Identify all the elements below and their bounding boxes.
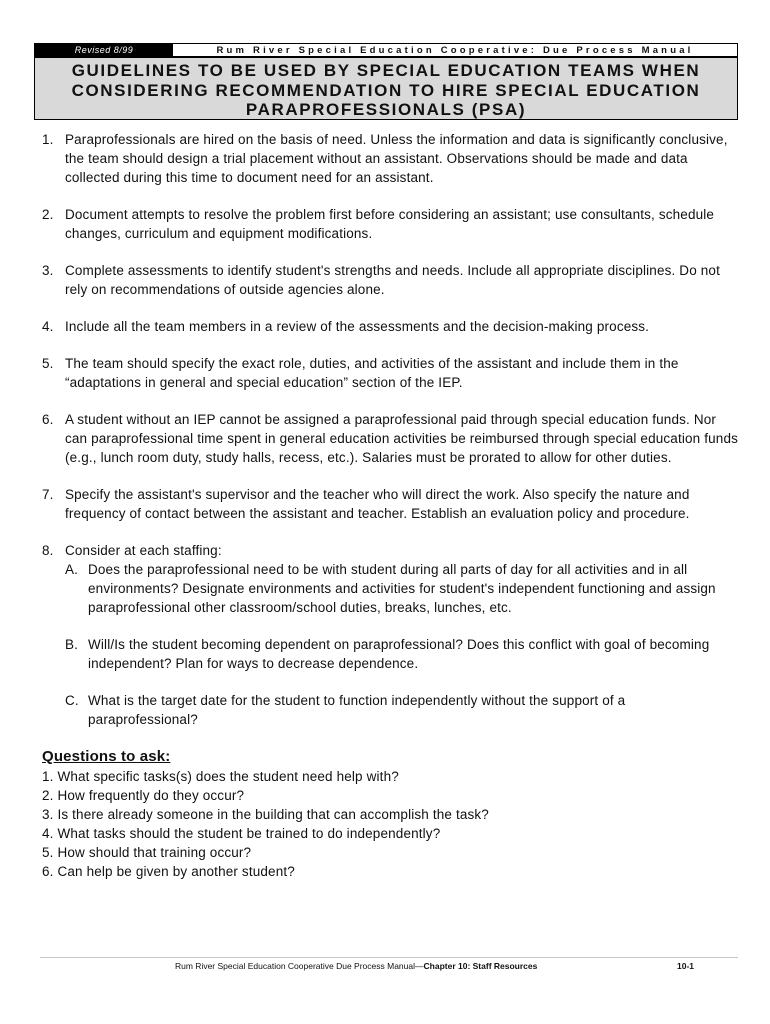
footer-manual: Rum River Special Education Cooperative Due Process Manual— (175, 961, 424, 971)
list-item (42, 354, 738, 392)
item-number: 7. (42, 487, 54, 502)
title-line-1: GUIDELINES TO BE USED BY SPECIAL EDUCATION TEAMS WHEN (71, 61, 701, 80)
item-number: 1. (42, 132, 54, 147)
sub-item (65, 635, 738, 673)
manual-title: Rum River Special Education Cooperative: Due Process Manual (216, 44, 694, 56)
item-number: 2. (42, 207, 54, 222)
item-number: 8. (42, 543, 54, 558)
list-item (42, 130, 738, 187)
item-text: Document attempts to resolve the problem first before considering an assistant; use consultants, schedule changes, curriculum and equipment modifications. (65, 207, 715, 241)
item-number: 5. (42, 356, 54, 371)
list-item (42, 205, 738, 243)
list-item (42, 541, 738, 729)
item-8-intro: Consider at each staffing: (65, 543, 222, 558)
item-number: 3. (42, 263, 54, 278)
sub-item-letter: B. (65, 637, 79, 652)
page-footer (40, 957, 738, 972)
guidelines-list (42, 130, 738, 881)
question-item: 6. Can help be given by another student? (42, 864, 295, 879)
questions-heading: Questions to ask: (42, 748, 171, 765)
question-item: 2. How frequently do they occur? (42, 788, 245, 803)
title-line-3: PARAPROFESSIONALS (PSA) (245, 100, 527, 119)
item-number: 6. (42, 412, 54, 427)
title-line-2: CONSIDERING RECOMMENDATION TO HIRE SPECIAL EDUCATION (71, 80, 701, 100)
footer-text (175, 961, 537, 971)
item-text: The team should specify the exact role, duties, and activities of the assistant and include them in the “adaptations in general and special education” section of the IEP. (65, 356, 679, 390)
item-text: Include all the team members in a review of the assessments and the decision-making process. (65, 319, 650, 334)
revised-date: Revised 8/99 (35, 44, 173, 56)
sub-item-text: Will/Is the student becoming dependent on paraprofessional? Does this conflict with goal of becoming independent? Plan for ways to decrease dependence. (88, 637, 710, 671)
question-item: 5. How should that training occur? (42, 845, 252, 860)
item-text: Specify the assistant's supervisor and the teacher who will direct the work. Also specify the nature and frequency of contact between the assistant and teacher. Establish an evaluation policy and procedure. (65, 487, 690, 521)
item-text (65, 541, 738, 729)
sub-item-text: Does the paraprofessional need to be with student during all parts of day for all activities and in all environments? Designate environments and activities for student's independent functioning and assign paraprofessional other classroom/school duties, breaks, lunches, etc. (88, 562, 716, 615)
sub-item (65, 560, 738, 617)
question-item: 1. What specific tasks(s) does the student need help with? (42, 769, 399, 784)
item-text: Paraprofessionals are hired on the basis of need. Unless the information and data is significantly conclusive, the team should design a trial placement without an assistant. Observations should be made and data collected during this time to document need for an assistant. (65, 132, 728, 185)
list-item (42, 485, 738, 523)
header-bar (34, 43, 738, 57)
list-item (42, 261, 738, 299)
question-item: 4. What tasks should the student be trained to do independently? (42, 826, 441, 841)
sub-item (65, 691, 738, 729)
item-text: A student without an IEP cannot be assigned a paraprofessional paid through special education funds. Nor can paraprofessional time spent in general education activities be reimbursed through special education funds (e.g., lunch room duty, study halls, recess, etc.). Salaries must be prorated to allow for other duties. (65, 412, 738, 465)
question-item: 3. Is there already someone in the building that can accomplish the task? (42, 807, 489, 822)
item-text: Complete assessments to identify student's strengths and needs. Include all appropriate disciplines. Do not rely on recommendations of outside agencies alone. (65, 263, 720, 297)
item-number: 4. (42, 319, 54, 334)
footer-chapter: Chapter 10: Staff Resources (423, 961, 538, 971)
sub-item-letter: A. (65, 562, 79, 577)
sub-item-letter: C. (65, 693, 79, 708)
list-item (42, 410, 738, 467)
list-item (42, 317, 738, 336)
page-title (34, 57, 738, 120)
sub-item-text: What is the target date for the student to function independently without the support of a paraprofessional? (88, 693, 626, 727)
page-number: 10-1 (676, 961, 694, 971)
